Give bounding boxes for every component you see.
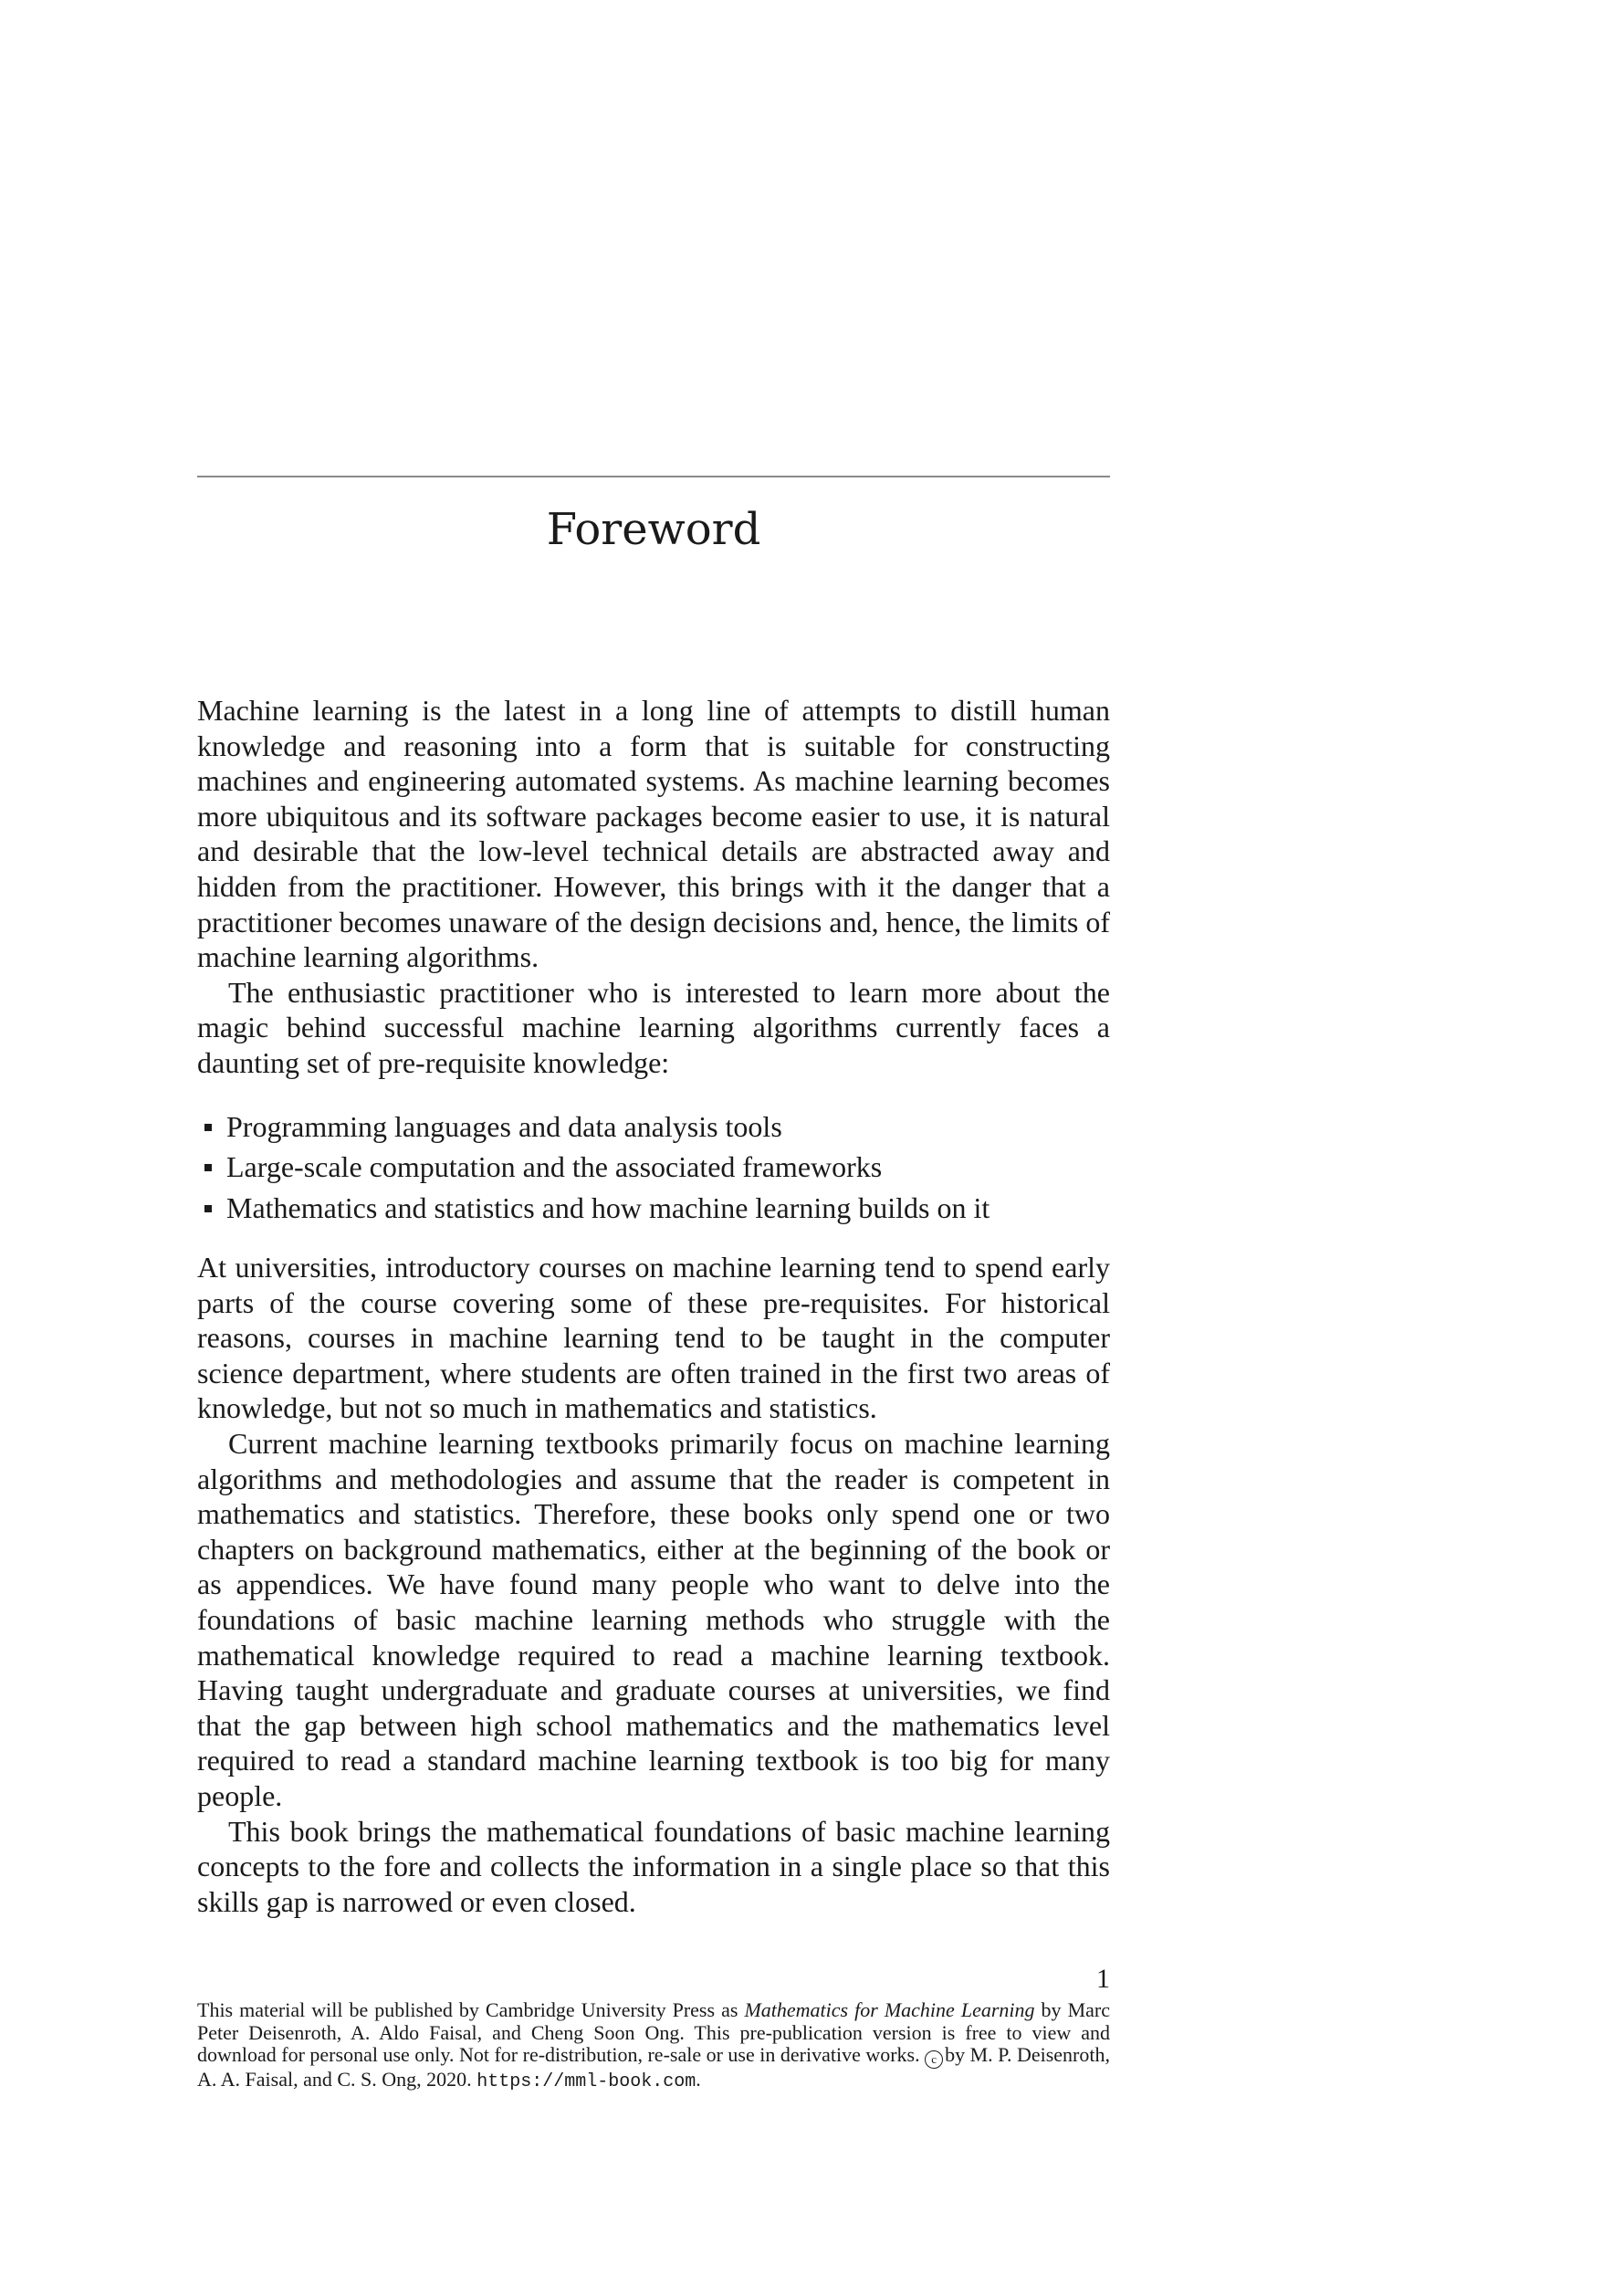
book-url-link[interactable]: https://mml-book.com [476, 2071, 696, 2092]
list-item [197, 1106, 1110, 1148]
notice-authors: by Marc Peter Deisenroth, A. Aldo Faisal, and Cheng Soon Ong. This pre-publication version is free to view and download for personal use only. Not for re-distribution, re-sale or use in derivative works. [197, 1998, 1110, 2066]
paragraph-this-book: This book brings the mathematical foundations of basic machine learning concepts to the fore and collects the information in a single place so that this skills gap is narrowed or even closed. [197, 1814, 1110, 1918]
publication-notice [197, 1999, 1110, 2094]
notice-end: . [696, 2068, 701, 2091]
square-bullet-icon [204, 1205, 212, 1212]
list-item [197, 1147, 1110, 1188]
prerequisite-list [197, 1106, 1110, 1229]
paragraph-universities: At universities, introductory courses on machine learning tend to spend early parts of the course covering some of these pre-requisites. For historical reasons, courses in machine learning tend to be taught in the computer science department, where students are often trained in the first two areas of knowledge, but not so much in mathematics and statistics. [197, 1251, 1110, 1425]
list-item-text: Programming languages and data analysis tools [226, 1109, 782, 1143]
paragraph-practitioner: The enthusiastic practitioner who is interested to learn more about the magic behind successful machine learning algorithms currently faces a daunting set of pre-requisite knowledge: [197, 975, 1110, 1079]
square-bullet-icon [204, 1164, 212, 1171]
copyright-icon: c [925, 2050, 943, 2069]
square-bullet-icon [204, 1124, 212, 1131]
notice-prefix: This material will be published by Cambridge University Press as [197, 1998, 745, 2021]
copyright-text: by M. P. Deisenroth, A. A. Faisal, and C. S. Ong, 2020. [197, 2043, 1110, 2091]
book-title: Mathematics for Machine Learning [744, 1998, 1035, 2021]
list-item [197, 1188, 1110, 1229]
chapter-title-rule [197, 476, 1110, 477]
chapter-title: Foreword [546, 504, 761, 555]
page-number: 1 [1096, 1964, 1110, 1994]
list-item-text: Mathematics and statistics and how machine learning builds on it [226, 1190, 990, 1224]
paragraph-intro: Machine learning is the latest in a long line of attempts to distill human knowledge and reasoning into a form that is suitable for constructing machines and engineering automated systems. As machine learning becomes more ubiquitous and its software packages become easier to use, it is natural and desirable that the low-level technical details are abstracted away and hidden from the practitioner. However, this brings with it the danger that a practitioner becomes unaware of the design decisions and, hence, the limits of machine learning algorithms. [197, 694, 1110, 974]
body-text [197, 693, 1110, 1919]
list-item-text: Large-scale computation and the associated frameworks [226, 1150, 883, 1184]
paragraph-textbooks: Current machine learning textbooks primarily focus on machine learning algorithms and methodologies and assume that the reader is competent in mathematics and statistics. Therefore, these books only spend one or two chapters on background mathematics, either at the beginning of the book or as appendices. We have found many people who want to delve into the foundations of basic machine learning methods who struggle with the mathematical knowledge required to read a machine learning textbook. Having taught undergraduate and graduate courses at universities, we find that the gap between high school mathematics and the mathematics level required to read a standard machine learning textbook is too big for many people. [197, 1427, 1110, 1812]
